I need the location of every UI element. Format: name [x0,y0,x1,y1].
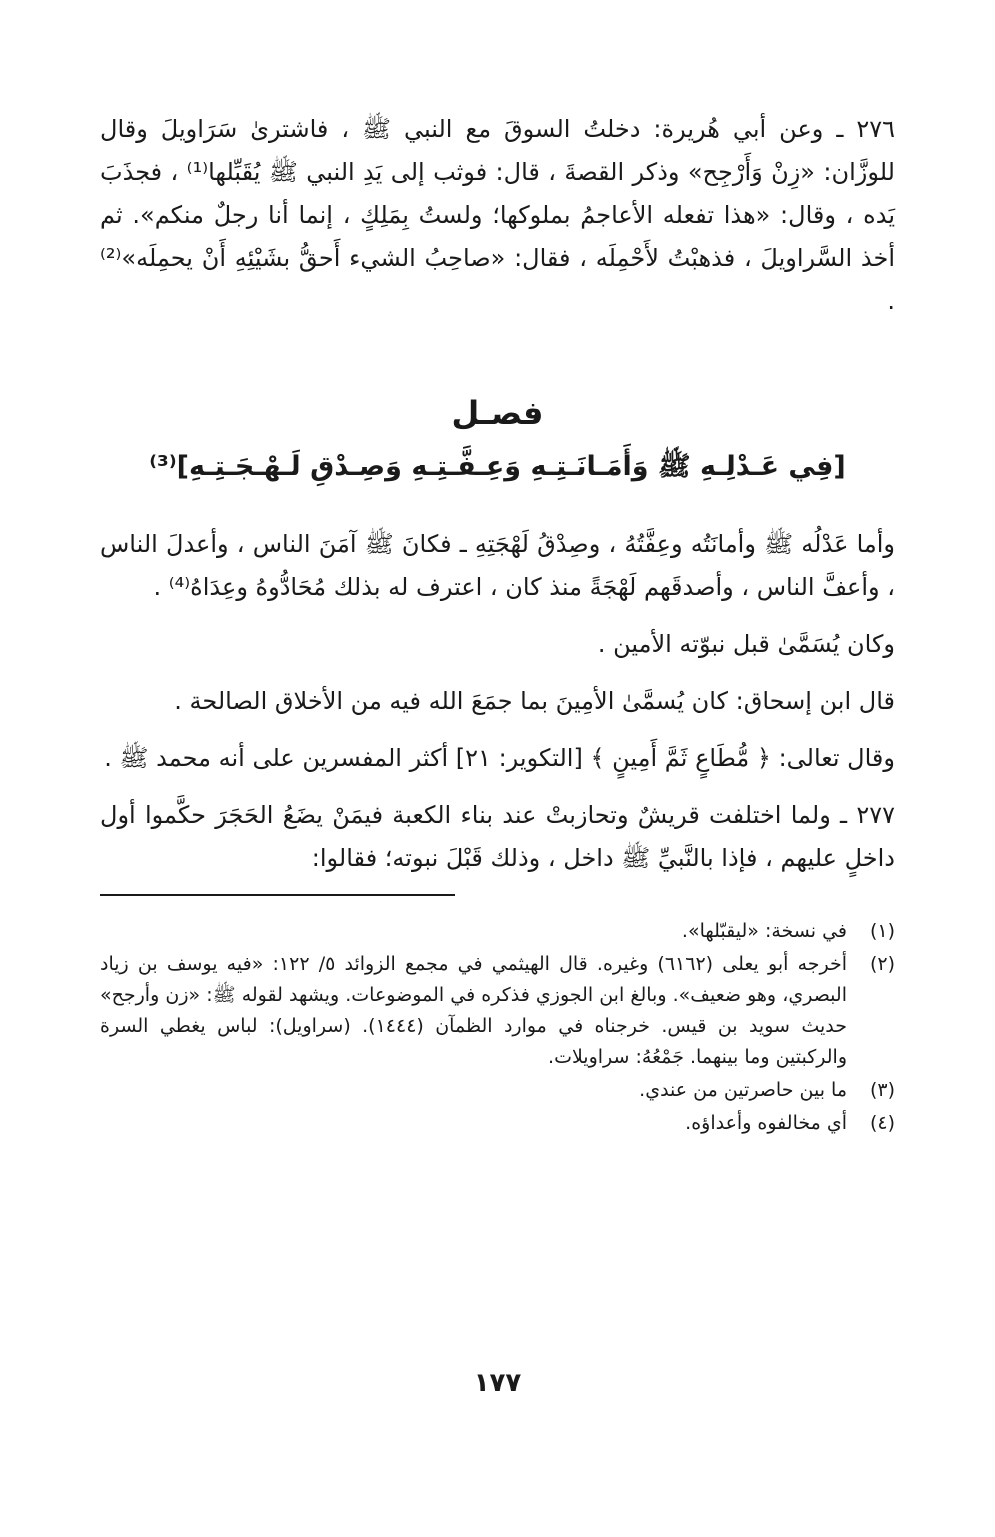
page-body [100,108,895,1141]
footnote-text: ما بين حاصرتين من عندي. [639,1079,847,1101]
section-subtitle: [فِي عَـدْلِـهِ ﷺ وَأَمَـانَـتِـهِ وَعِـفَّـتِـهِ وَصِـدْقِ لَـهْـجَـتِـهِ]⁽³⁾ [149,451,846,482]
section-title: فصـل [451,394,544,432]
paragraph-quran-verse: وقال تعالى: ﴿ مُّطَاعٍ ثَمَّ أَمِينٍ ﴾ [التكوير: ٢١] أكثر المفسرين على أنه محمد ﷺ . [104,744,895,772]
footnote-text: أخرجه أبو يعلى (٦١٦٢) وغيره. قال الهيثمي في مجمع الزوائد ٥/ ١٢٢: «فيه يوسف بن زياد البصري، وهو ضعيف». وبالغ ابن الجوزي فذكره في الموضوعات. ويشهد لقوله ﷺ: «زن وأرجح» حديث سويد بن قيس. خرجناه في موارد الظمآن (١٤٤٤). (سراويل): لباس يغطي السرة والركبتين وما بينهما. جَمْعُهُ: سراويلات. [100,953,848,1068]
footnote-number: (١) [869,920,895,942]
footnote-item [100,916,895,947]
paragraph-hadith-276: ٢٧٦ ـ وعن أبي هُريرة: دخلتُ السوقَ مع النبي ﷺ ، فاشترىٰ سَرَاويلَ وقال للوزَّان: «زِنْ وَأَرْجِح» وذكر القصةَ ، قال: فوثب إلى يَدِ النبي ﷺ يُقَبِّلها⁽¹⁾ ، فجذَبَ يَده ، وقال: «هذا تفعله الأعاجمُ بملوكها؛ ولستُ بِمَلِكٍ ، إنما أنا رجلٌ منكم». ثم أخذ السَّراويلَ ، فذهبْتُ لأَحْمِلَه ، فقال: «صاحِبُ الشيء أَحقُّ بشَيْئِهِ أَنْ يحمِلَه»⁽²⁾ . [100,115,895,315]
paragraph-hadith-277: ٢٧٧ ـ ولما اختلفت قريشٌ وتحازبتْ عند بناء الكعبة فيمَنْ يضَعُ الحَجَرَ حكَّموا أول داخلٍ عليهم ، فإذا بالنَّبيِّ ﷺ داخل ، وذلك قَبْلَ نبوته؛ فقالوا: [100,801,895,872]
paragraph-al-amin: وكان يُسَمَّىٰ قبل نبوّته الأمين . [597,630,895,658]
paragraph-justice: وأما عَدْلُه ﷺ وأمانَتُه وعِفَّتُهُ ، وصِدْقُ لَهْجَتِهِ ـ فكانَ ﷺ آمَنَ الناس ، وأعدلَ الناس ، وأعفَّ الناس ، وأصدقَهم لَهْجَةً منذ كان ، اعترف له بذلك مُحَادُّوهُ وعِدَاهُ⁽⁴⁾ . [100,530,895,601]
footnote-item [100,1075,895,1106]
footnote-number: (٤) [869,1112,895,1134]
footnote-item [100,1108,895,1139]
footnote-number: (٣) [869,1079,895,1101]
footnote-text: في نسخة: «ليقبّلها». [681,920,847,942]
footnote-number: (٢) [869,953,895,975]
page-number: ١٧٧ [473,1368,522,1398]
footnote-text: أي مخالفوه وأعداؤه. [685,1112,847,1134]
footnote-divider [100,894,455,896]
footnote-item [100,949,895,1073]
footnotes [100,916,895,1139]
paragraph-ibn-ishaq: قال ابن إسحاق: كان يُسمَّىٰ الأمِينَ بما جمَعَ الله فيه من الأخلاق الصالحة . [174,687,895,715]
